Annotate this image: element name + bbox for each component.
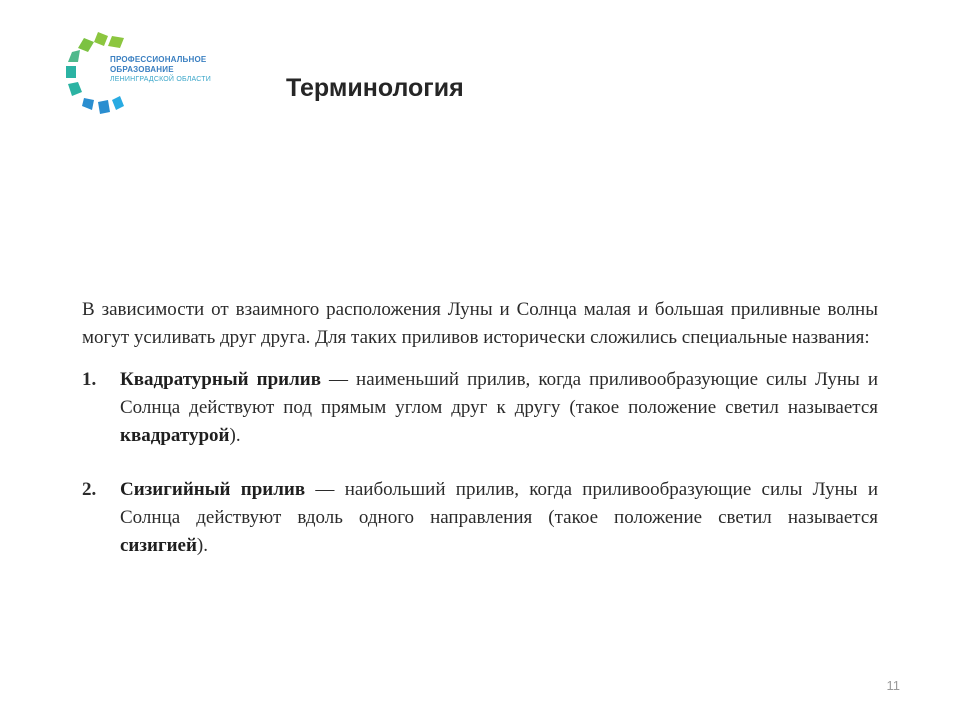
list-text-1	[120, 366, 878, 450]
list-item-1	[82, 366, 878, 450]
logo-line-1: ПРОФЕССИОНАЛЬНОЕ	[110, 55, 207, 64]
text-before-2: — наибольший прилив, когда приливообразующие силы Луны и Солнца действуют вдоль одного направления (такое положение светил называется	[120, 479, 878, 528]
logo	[62, 30, 242, 120]
term-2: Сизигийный прилив	[120, 479, 306, 500]
list-number-2: 2.	[82, 479, 97, 500]
logo-line-2: ОБРАЗОВАНИЕ	[110, 65, 174, 74]
bold-word-1: квадратурой	[120, 425, 230, 446]
text-before-1: — наименьший прилив, когда приливообразующие силы Луны и Солнца действуют под прямым углом друг к другу (такое положение светил называется	[120, 369, 878, 418]
list-text-2	[120, 476, 878, 560]
text-after-1: ).	[229, 425, 241, 446]
slide-content	[82, 296, 878, 560]
page-number: 11	[886, 678, 900, 693]
text-after-2: ).	[196, 535, 208, 556]
list-number-1: 1.	[82, 369, 97, 390]
list-item-2	[82, 476, 878, 560]
slide-title: Терминология	[286, 74, 464, 102]
bold-word-2: сизигией	[120, 535, 197, 556]
logo-text	[110, 55, 211, 85]
logo-line-3: ЛЕНИНГРАДСКОЙ ОБЛАСТИ	[110, 76, 211, 83]
term-1: Квадратурный прилив	[120, 369, 321, 390]
intro-paragraph: В зависимости от взаимного расположения Луны и Солнца малая и большая приливные волны могут усиливать друг друга. Для таких приливов исторически сложились специальные названия:	[82, 299, 878, 348]
